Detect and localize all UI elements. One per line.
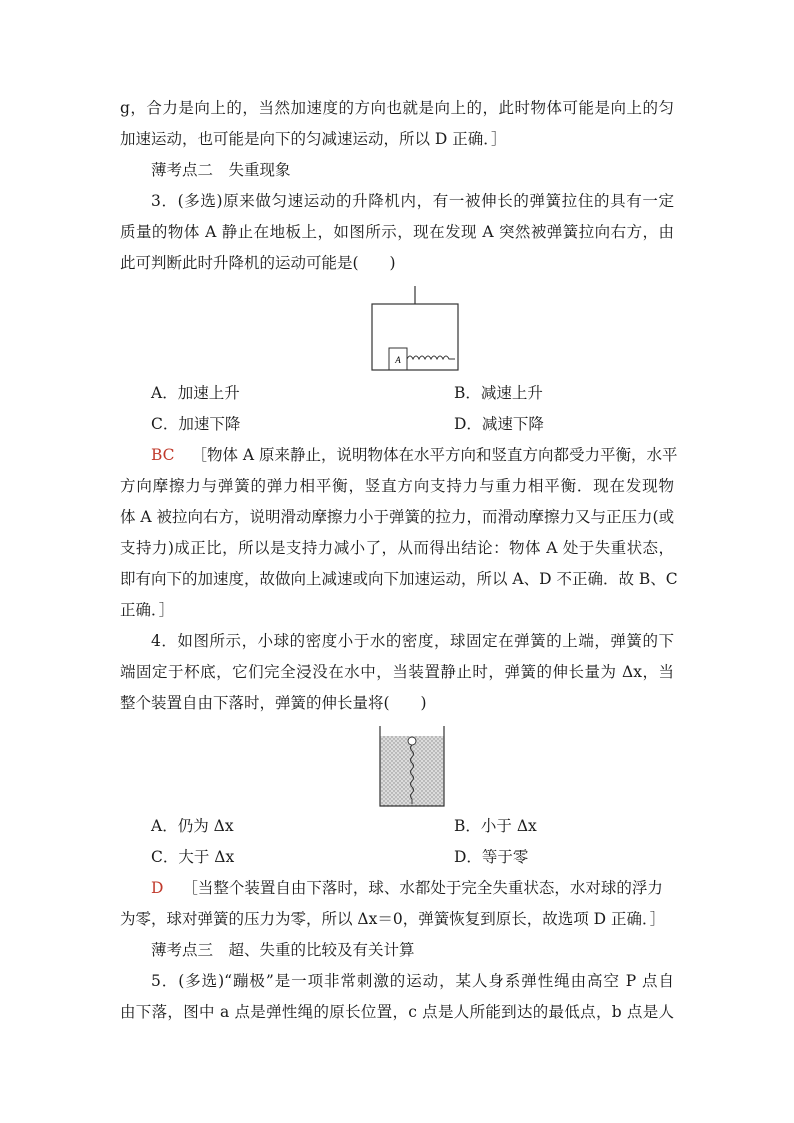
explanation-3-line-5: 即有向下的加速度，故做向上减速或向下加速运动，所以 A、D 不正确．故 B、C <box>120 570 678 588</box>
block-a-label: A <box>395 355 401 365</box>
explanation-3-line-4: 支持力)成正比，所以是支持力减小了，从而得出结论：物体 A 处于失重状态， <box>120 539 674 557</box>
question-4-line-2: 端固定于杯底，它们完全浸没在水中，当装置静止时，弹簧的伸长量为 Δx，当 <box>120 663 674 681</box>
ball-icon <box>408 737 416 745</box>
explanation-3-line-2: 方向摩擦力与弹簧的弹力相平衡，竖直方向支持力与重力相平衡．现在发现物 <box>120 477 674 495</box>
question-3-line-2: 质量的物体 A 静止在地板上，如图所示，现在发现 A 突然被弹簧拉向右方，由 <box>120 223 674 241</box>
cup-figure <box>377 722 447 808</box>
option-3b[interactable]: B．减速上升 <box>454 384 543 402</box>
water <box>380 736 444 806</box>
line-2: 加速运动，也可能是向下的匀减速运动，所以 D 正确．］ <box>120 130 507 148</box>
spring-icon <box>407 356 455 359</box>
option-4d[interactable]: D．等于零 <box>454 848 529 866</box>
answer-4: D <box>151 879 164 897</box>
question-4-line-1: 4．如图所示，小球的密度小于水的密度，球固定在弹簧的上端，弹簧的下 <box>151 632 674 650</box>
explanation-3-line-6: 正确．］ <box>120 601 175 619</box>
elevator-figure <box>360 284 470 374</box>
explanation-4-line-1: ［当整个装置自由下落时，球、水都处于完全失重状态，水对球的浮力 <box>182 879 663 897</box>
question-3-line-1: 3．(多选)原来做匀速运动的升降机内，有一被伸长的弹簧拉住的具有一定 <box>151 192 674 210</box>
explanation-3-line-3: 体 A 被拉向右方，说明滑动摩擦力小于弹簧的拉力，而滑动摩擦力又与正压力(或 <box>120 508 675 526</box>
option-4c[interactable]: C．大于 Δx <box>151 848 235 866</box>
question-5-line-2: 由下落，图中 a 点是弹性绳的原长位置，c 点是人所能到达的最低点，b 点是人 <box>120 1003 674 1021</box>
question-4-line-3: 整个装置自由下落时，弹簧的伸长量将( ) <box>120 694 427 712</box>
option-3a[interactable]: A．加速上升 <box>151 384 240 402</box>
question-5-line-1: 5．(多选)“蹦极”是一项非常刺激的运动，某人身系弹性绳由高空 P 点自 <box>151 972 674 990</box>
answer-3: BC <box>151 446 175 464</box>
question-3-line-3: 此可判断此时升降机的运动可能是( ) <box>120 254 396 272</box>
section-heading-2: 薄考点二 失重现象 <box>151 161 291 179</box>
answer-4-line <box>151 877 674 899</box>
line-1: g，合力是向上的，当然加速度的方向也就是向上的，此时物体可能是向上的匀 <box>120 99 674 117</box>
explanation-4-line-2: 为零，球对弹簧的压力为零，所以 Δx＝0，弹簧恢复到原长，故选项 D 正确．］ <box>120 910 666 928</box>
option-3d[interactable]: D．减速下降 <box>454 415 544 433</box>
elevator-box <box>372 304 458 370</box>
option-4b[interactable]: B．小于 Δx <box>454 817 537 835</box>
option-4a[interactable]: A．仍为 Δx <box>151 817 234 835</box>
explanation-3-line-1: ［物体 A 原来静止，说明物体在水平方向和竖直方向都受力平衡，水平 <box>191 446 678 464</box>
answer-3-line <box>151 444 678 466</box>
section-heading-3: 薄考点三 超、失重的比较及有关计算 <box>151 941 415 959</box>
option-3c[interactable]: C．加速下降 <box>151 415 241 433</box>
